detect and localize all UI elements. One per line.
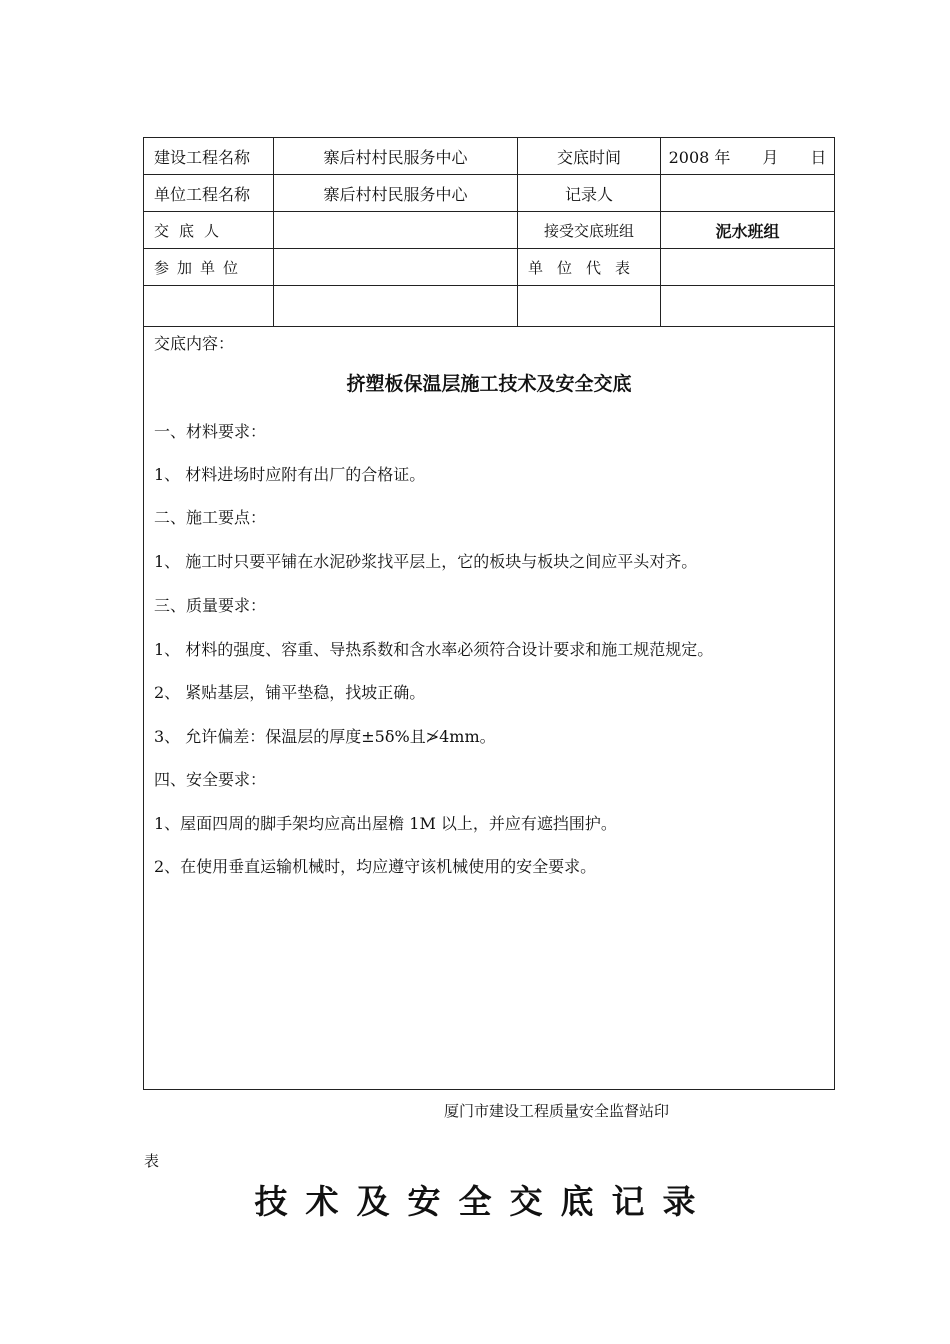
document-heading: 挤塑板保温层施工技术及安全交底 <box>346 373 632 395</box>
form-row-empty <box>144 286 835 327</box>
form-row-participant <box>144 249 835 286</box>
content-line: 三、质量要求： <box>154 596 267 615</box>
recorder-label: 记录人 <box>518 175 661 212</box>
empty-cell <box>144 286 274 327</box>
content-line: 2、 紧贴基层，铺平垫稳，找坡正确。 <box>154 683 426 702</box>
empty-cell <box>661 286 835 327</box>
team-value: 泥水班组 <box>661 212 835 249</box>
content-line: 四、安全要求： <box>154 770 267 789</box>
record-title: 技术及安全交底记录 <box>254 1182 714 1221</box>
content-line: 3、 允许偏差：保温层的厚度±5δ%且≯4mm。 <box>154 727 496 746</box>
content-line: 1、 材料进场时应附有出厂的合格证。 <box>154 465 426 484</box>
rep-label: 单位代表 <box>518 249 661 286</box>
content-line: 2、在使用垂直运输机械时，均应遵守该机械使用的安全要求。 <box>154 857 597 876</box>
content-line: 二、施工要点： <box>154 508 267 527</box>
team-label: 接受交底班组 <box>518 212 661 249</box>
recorder-value <box>661 175 835 212</box>
content-cell <box>144 327 835 1090</box>
time-value: 2008 年 月 日 <box>661 138 835 175</box>
presenter-value <box>274 212 518 249</box>
form-row-project <box>144 138 835 175</box>
unit-value: 寨后村村民服务中心 <box>274 175 518 212</box>
presenter-label: 交底人 <box>144 212 274 249</box>
rep-value <box>661 249 835 286</box>
empty-cell <box>518 286 661 327</box>
content-line: 一、材料要求： <box>154 422 267 441</box>
content-line: 1、 施工时只要平铺在水泥砂浆找平层上，它的板块与板块之间应平头对齐。 <box>154 552 698 571</box>
content-intro: 交底内容： <box>154 334 235 353</box>
empty-cell <box>274 286 518 327</box>
issuer-seal-text: 厦门市建设工程质量安全监督站印 <box>444 1102 670 1120</box>
content-line: 1、屋面四周的脚手架均应高出屋檐 1M 以上，并应有遮挡围护。 <box>154 814 617 833</box>
form-row-presenter <box>144 212 835 249</box>
table-mark: 表 <box>144 1152 160 1170</box>
project-label: 建设工程名称 <box>144 138 274 175</box>
content-body <box>144 327 834 1089</box>
handover-form-table <box>143 137 835 1090</box>
unit-label: 单位工程名称 <box>144 175 274 212</box>
time-label: 交底时间 <box>518 138 661 175</box>
participant-value <box>274 249 518 286</box>
participant-label: 参加单位 <box>144 249 274 286</box>
form-row-content <box>144 327 835 1090</box>
form-row-unit <box>144 175 835 212</box>
content-line: 1、 材料的强度、容重、导热系数和含水率必须符合设计要求和施工规范规定。 <box>154 640 714 659</box>
project-value: 寨后村村民服务中心 <box>274 138 518 175</box>
